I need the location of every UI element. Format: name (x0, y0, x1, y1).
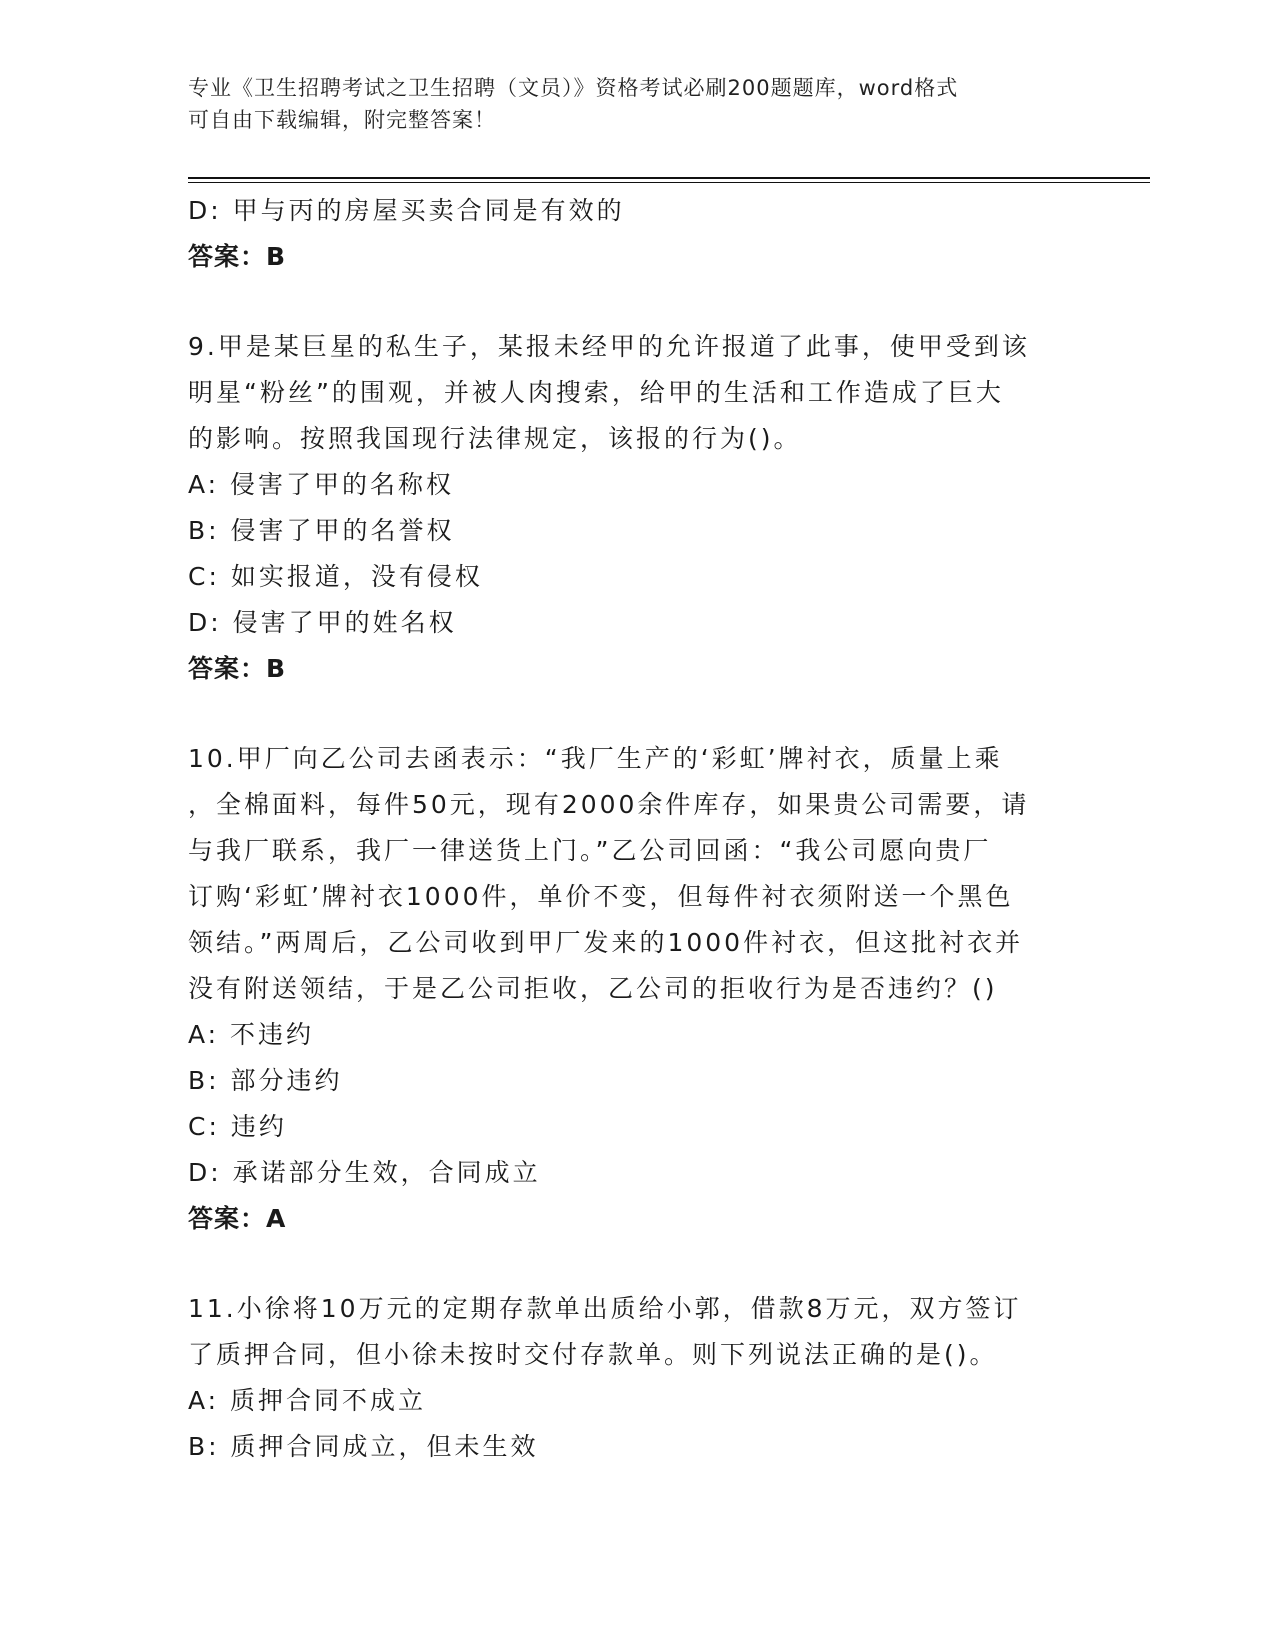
question-10-line-6: 没有附送领结，于是乙公司拒收，乙公司的拒收行为是否违约？() (188, 974, 998, 1003)
question-11-option-a: A: 质押合同不成立 (188, 1386, 427, 1415)
question-10-line-2: ，全棉面料，每件50元，现有2000余件库存，如果贵公司需要，请 (188, 790, 1030, 819)
question-10 (188, 736, 1088, 1242)
question-9-option-b: B: 侵害了甲的名誉权 (188, 516, 455, 545)
question-9-answer: 答案：B (188, 654, 287, 683)
question-11-line-1: 11.小徐将10万元的定期存款单出质给小郭，借款8万元，双方签订 (188, 1294, 1022, 1323)
header-line-1: 专业《卫生招聘考试之卫生招聘（文员）》资格考试必刷200题题库，word格式 (188, 76, 959, 100)
question-10-answer: 答案：A (188, 1204, 287, 1233)
question-9-option-a: A: 侵害了甲的名称权 (188, 470, 455, 499)
question-10-line-3: 与我厂联系，我厂一律送货上门。”乙公司回函：“我公司愿向贵厂 (188, 836, 992, 865)
prev-answer: 答案：B (188, 242, 287, 271)
spacer (188, 280, 1088, 324)
question-10-option-d: D: 承诺部分生效，合同成立 (188, 1158, 541, 1187)
question-11-option-b: B: 质押合同成立，但未生效 (188, 1432, 539, 1461)
page-header (188, 72, 1088, 136)
question-10-line-1: 10.甲厂向乙公司去函表示：“我厂生产的‘彩虹’牌衬衣，质量上乘 (188, 744, 1003, 773)
question-9 (188, 324, 1088, 692)
question-10-option-c: C: 违约 (188, 1112, 287, 1141)
question-9-option-d: D: 侵害了甲的姓名权 (188, 608, 457, 637)
question-9-line-2: 明星“粉丝”的围观，并被人肉搜索，给甲的生活和工作造成了巨大 (188, 378, 1004, 407)
question-10-line-5: 领结。”两周后，乙公司收到甲厂发来的1000件衬衣，但这批衬衣并 (188, 928, 1024, 957)
spacer (188, 1242, 1088, 1286)
question-9-line-1: 9.甲是某巨星的私生子，某报未经甲的允许报道了此事，使甲受到该 (188, 332, 1030, 361)
page-content (188, 188, 1088, 1470)
spacer (188, 692, 1088, 736)
question-11 (188, 1286, 1088, 1470)
question-9-option-c: C: 如实报道，没有侵权 (188, 562, 483, 591)
question-10-line-4: 订购‘彩虹’牌衬衣1000件，单价不变，但每件衬衣须附送一个黑色 (188, 882, 1014, 911)
question-10-option-b: B: 部分违约 (188, 1066, 343, 1095)
question-9-line-3: 的影响。按照我国现行法律规定，该报的行为()。 (188, 424, 802, 453)
header-rule-thick (188, 177, 1150, 179)
question-10-option-a: A: 不违约 (188, 1020, 315, 1049)
header-line-2: 可自由下载编辑，附完整答案！ (188, 108, 496, 132)
header-rule-thin (188, 182, 1150, 183)
prev-option-d: D: 甲与丙的房屋买卖合同是有效的 (188, 196, 625, 225)
question-11-line-2: 了质押合同，但小徐未按时交付存款单。则下列说法正确的是()。 (188, 1340, 998, 1369)
